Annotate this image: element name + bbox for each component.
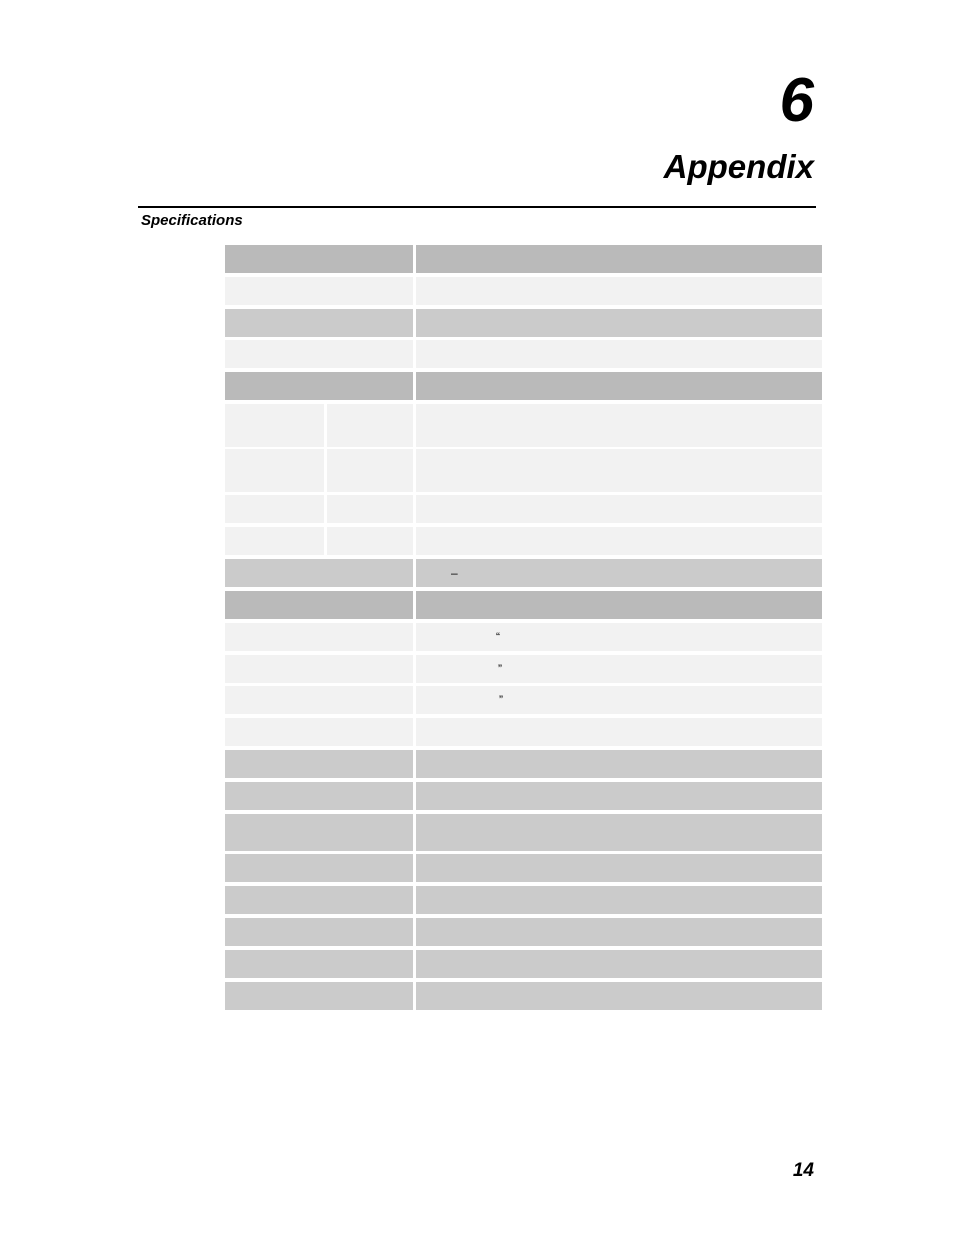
table-cell-label bbox=[225, 886, 413, 914]
page-number: 14 bbox=[792, 1160, 814, 1181]
value-mark: ” bbox=[498, 662, 502, 676]
table-row bbox=[225, 495, 822, 523]
section-title: Specifications bbox=[141, 212, 243, 229]
table-cell-value bbox=[416, 655, 822, 683]
table-row bbox=[225, 782, 822, 810]
table-row bbox=[225, 559, 822, 587]
table-row bbox=[225, 854, 822, 882]
table-row bbox=[225, 527, 822, 555]
table-row bbox=[225, 886, 822, 914]
table-cell-value bbox=[416, 404, 822, 447]
table-cell-label bbox=[225, 372, 413, 400]
value-mark: – bbox=[451, 566, 458, 580]
table-cell-sublabel bbox=[327, 495, 413, 523]
table-cell-value bbox=[416, 277, 822, 305]
table-cell-value bbox=[416, 559, 822, 587]
value-mark: “ bbox=[496, 630, 500, 644]
table-cell-value bbox=[416, 750, 822, 778]
table-cell-value bbox=[416, 982, 822, 1010]
header-rule bbox=[138, 206, 816, 208]
table-row bbox=[225, 718, 822, 746]
table-cell-label bbox=[225, 982, 413, 1010]
table-cell-label bbox=[225, 277, 413, 305]
table-row bbox=[225, 814, 822, 851]
table-row bbox=[225, 591, 822, 619]
table-cell-label bbox=[225, 404, 324, 447]
table-cell-value bbox=[416, 527, 822, 555]
table-cell-value bbox=[416, 591, 822, 619]
table-cell-value bbox=[416, 309, 822, 337]
table-cell-label bbox=[225, 686, 413, 714]
table-row bbox=[225, 449, 822, 492]
table-row bbox=[225, 372, 822, 400]
table-cell-label bbox=[225, 950, 413, 978]
table-row bbox=[225, 982, 822, 1010]
table-cell-value bbox=[416, 782, 822, 810]
chapter-title: Appendix bbox=[663, 148, 814, 185]
table-row bbox=[225, 340, 822, 368]
table-cell-sublabel bbox=[327, 404, 413, 447]
table-cell-sublabel bbox=[327, 527, 413, 555]
table-cell-value bbox=[416, 495, 822, 523]
table-cell-value bbox=[416, 718, 822, 746]
table-row bbox=[225, 750, 822, 778]
table-cell-label bbox=[225, 655, 413, 683]
table-cell-value bbox=[416, 886, 822, 914]
table-row bbox=[225, 404, 822, 447]
table-cell-label bbox=[225, 245, 413, 273]
table-cell-value bbox=[416, 918, 822, 946]
table-row bbox=[225, 277, 822, 305]
table-cell-value bbox=[416, 372, 822, 400]
table-cell-value bbox=[416, 950, 822, 978]
table-row bbox=[225, 623, 822, 651]
table-cell-value bbox=[416, 854, 822, 882]
table-cell-value bbox=[416, 449, 822, 492]
table-cell-value bbox=[416, 686, 822, 714]
table-cell-label bbox=[225, 495, 324, 523]
table-cell-label bbox=[225, 527, 324, 555]
table-row bbox=[225, 655, 822, 683]
table-row bbox=[225, 950, 822, 978]
table-cell-label bbox=[225, 814, 413, 851]
table-cell-label bbox=[225, 449, 324, 492]
table-cell-label bbox=[225, 623, 413, 651]
table-cell-label bbox=[225, 854, 413, 882]
table-row bbox=[225, 245, 822, 273]
table-cell-label bbox=[225, 718, 413, 746]
table-cell-label bbox=[225, 750, 413, 778]
table-cell-label bbox=[225, 782, 413, 810]
chapter-number: 6 bbox=[779, 66, 814, 135]
value-mark: ” bbox=[499, 693, 503, 707]
table-cell-value bbox=[416, 814, 822, 851]
table-cell-label bbox=[225, 559, 413, 587]
table-row bbox=[225, 918, 822, 946]
table-cell-value bbox=[416, 245, 822, 273]
table-cell-value bbox=[416, 623, 822, 651]
table-cell-label bbox=[225, 918, 413, 946]
table-cell-sublabel bbox=[327, 449, 413, 492]
table-cell-label bbox=[225, 340, 413, 368]
table-row bbox=[225, 309, 822, 337]
table-row bbox=[225, 686, 822, 714]
table-cell-label bbox=[225, 309, 413, 337]
table-cell-label bbox=[225, 591, 413, 619]
table-cell-value bbox=[416, 340, 822, 368]
